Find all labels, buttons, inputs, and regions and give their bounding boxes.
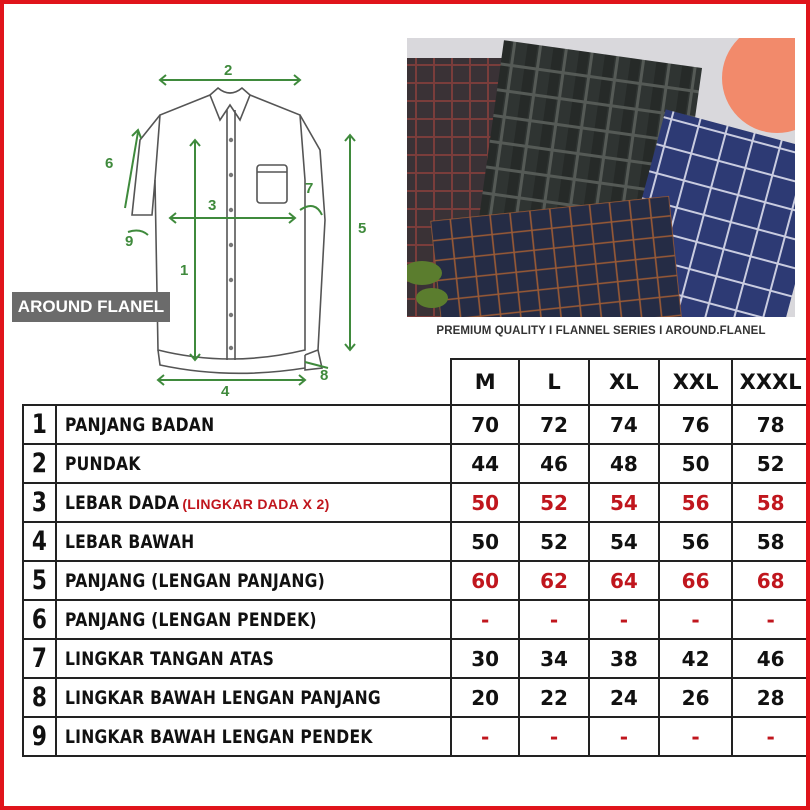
measurement-label: [56, 717, 451, 756]
size-value: 22: [519, 678, 589, 717]
size-value: 70: [451, 405, 519, 444]
diagram-label-9: 9: [125, 233, 134, 250]
size-value: -: [589, 717, 659, 756]
row-number: 7: [26, 639, 52, 678]
size-value: 54: [589, 483, 659, 522]
size-value: 66: [659, 561, 732, 600]
diagram-label-5: 5: [358, 220, 367, 237]
measurement-label: [56, 678, 451, 717]
table-row: [23, 561, 809, 600]
size-value: 64: [589, 561, 659, 600]
size-value: 48: [589, 444, 659, 483]
table-row: [23, 717, 809, 756]
size-value: -: [732, 717, 809, 756]
flannel-shirts-image: [407, 38, 795, 345]
row-number: 4: [26, 522, 52, 561]
product-photo: [407, 38, 795, 345]
measurement-label: [56, 444, 451, 483]
size-value: 78: [732, 405, 809, 444]
size-header: XXXL: [732, 359, 809, 405]
size-value: 76: [659, 405, 732, 444]
row-number: 6: [26, 600, 52, 639]
measurement-label: [56, 483, 451, 522]
size-value: -: [659, 600, 732, 639]
brand-badge: AROUND FLANEL: [12, 292, 170, 322]
table-row: [23, 483, 809, 522]
measurement-name: LINGKAR BAWAH LENGAN PENDEK: [64, 725, 373, 748]
measurement-name: LEBAR DADA: [64, 491, 180, 514]
row-number: 9: [26, 717, 52, 756]
size-value: 58: [732, 483, 809, 522]
row-number: 3: [26, 483, 52, 522]
size-value: -: [519, 600, 589, 639]
table-row: [23, 405, 809, 444]
measurement-name: PANJANG (LENGAN PANJANG): [64, 569, 325, 592]
size-header: M: [451, 359, 519, 405]
size-value: 60: [451, 561, 519, 600]
measurement-name: PUNDAK: [64, 452, 141, 475]
size-header: XXL: [659, 359, 732, 405]
size-header: XL: [589, 359, 659, 405]
size-value: 62: [519, 561, 589, 600]
diagram-label-1: 1: [180, 262, 189, 279]
photo-caption: PREMIUM QUALITY I FLANNEL SERIES I AROUND.FLANEL: [407, 317, 795, 345]
size-value: 74: [589, 405, 659, 444]
size-value: 68: [732, 561, 809, 600]
size-value: 52: [519, 483, 589, 522]
measurement-name: LINGKAR BAWAH LENGAN PANJANG: [64, 686, 381, 709]
size-value: -: [589, 600, 659, 639]
shirt-outline-icon: [100, 50, 400, 400]
size-value: -: [659, 717, 732, 756]
size-value: 42: [659, 639, 732, 678]
size-value: 46: [519, 444, 589, 483]
size-value: 52: [732, 444, 809, 483]
size-value: 50: [659, 444, 732, 483]
size-value: -: [732, 600, 809, 639]
measurement-label: [56, 405, 451, 444]
size-value: 58: [732, 522, 809, 561]
diagram-label-8: 8: [320, 367, 329, 384]
size-value: -: [519, 717, 589, 756]
size-value: 38: [589, 639, 659, 678]
size-value: 28: [732, 678, 809, 717]
row-number: 8: [26, 678, 52, 717]
row-number: 5: [26, 561, 52, 600]
size-chart-table: [22, 358, 810, 757]
size-header: L: [519, 359, 589, 405]
size-value: -: [451, 600, 519, 639]
size-value: 46: [732, 639, 809, 678]
size-value: 50: [451, 483, 519, 522]
size-value: 50: [451, 522, 519, 561]
row-number: 2: [26, 444, 52, 483]
diagram-label-4: 4: [221, 383, 230, 400]
measurement-name: PANJANG BADAN: [64, 413, 215, 436]
diagram-label-2: 2: [224, 62, 233, 79]
table-row: [23, 522, 809, 561]
table-row: [23, 678, 809, 717]
table-row: [23, 444, 809, 483]
size-value: 54: [589, 522, 659, 561]
measurement-label: [56, 600, 451, 639]
size-value: 24: [589, 678, 659, 717]
measurement-label: [56, 561, 451, 600]
size-value: -: [451, 717, 519, 756]
size-value: 34: [519, 639, 589, 678]
size-value: 20: [451, 678, 519, 717]
size-value: 72: [519, 405, 589, 444]
shirt-diagram: [100, 50, 400, 400]
diagram-label-6: 6: [105, 155, 114, 172]
size-value: 52: [519, 522, 589, 561]
size-value: 30: [451, 639, 519, 678]
table-row: [23, 600, 809, 639]
diagram-label-3: 3: [208, 197, 217, 214]
measurement-name: LINGKAR TANGAN ATAS: [64, 647, 275, 670]
diagram-label-7: 7: [305, 180, 314, 197]
size-value: 56: [659, 522, 732, 561]
size-value: 44: [451, 444, 519, 483]
size-value: 26: [659, 678, 732, 717]
size-header-row: [23, 359, 809, 405]
measurement-label: [56, 522, 451, 561]
measurement-label: [56, 639, 451, 678]
row-number: 1: [26, 405, 52, 444]
size-value: 56: [659, 483, 732, 522]
table-row: [23, 639, 809, 678]
measurement-name: PANJANG (LENGAN PENDEK): [64, 608, 317, 631]
measurement-name: LEBAR BAWAH: [64, 530, 195, 553]
measurement-note: (LINGKAR DADA X 2): [182, 495, 330, 512]
